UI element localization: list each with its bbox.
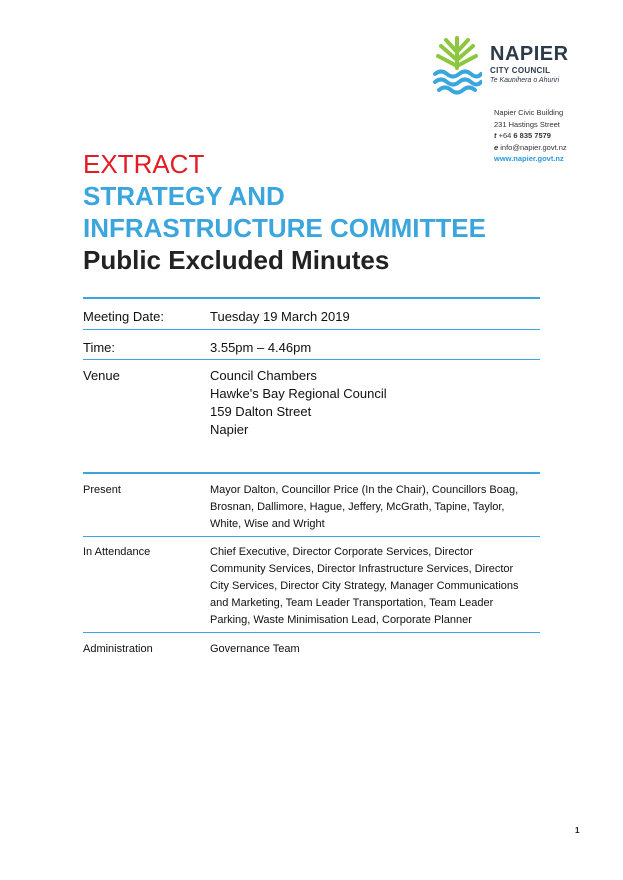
fern-water-logo-icon <box>432 34 482 96</box>
divider <box>83 329 540 330</box>
divider <box>83 359 540 360</box>
phone-number: 6 835 7579 <box>513 131 551 140</box>
present-value <box>210 482 540 533</box>
council-logo <box>432 34 592 98</box>
administration-value: Governance Team <box>210 643 300 655</box>
title-extract: EXTRACT <box>83 149 205 179</box>
in-attendance-line: Community Services, Director Infrastructure Services, Director <box>210 563 514 575</box>
contact-address <box>494 107 567 165</box>
divider <box>83 632 540 633</box>
brand-tagline: Te Kaunihera o Ahuriri <box>490 77 560 84</box>
title-committee-line1: STRATEGY AND <box>83 181 285 211</box>
document-title <box>83 148 486 276</box>
administration-label: Administration <box>83 643 153 655</box>
page-number: 1 <box>575 826 580 835</box>
phone-prefix: +64 <box>498 131 512 140</box>
in-attendance-value <box>210 544 540 629</box>
phone-label: t <box>494 131 497 140</box>
in-attendance-label: In Attendance <box>83 546 151 558</box>
logo-wordmark <box>490 44 569 86</box>
brand-name: NAPIER <box>490 43 569 65</box>
address-building: Napier Civic Building <box>494 108 564 117</box>
venue-line: Napier <box>210 422 249 437</box>
title-committee-line2: INFRASTRUCTURE COMMITTEE <box>83 213 486 243</box>
meeting-date-value: Tuesday 19 March 2019 <box>210 309 350 324</box>
venue-value <box>210 367 540 439</box>
venue-line: Hawke's Bay Regional Council <box>210 386 387 401</box>
address-street: 231 Hastings Street <box>494 119 560 129</box>
venue-line: Council Chambers <box>210 368 317 383</box>
brand-subtitle: CITY COUNCIL <box>490 66 551 75</box>
in-attendance-line: City Services, Director City Strategy, Manager Communications <box>210 580 519 592</box>
divider-top <box>83 297 540 299</box>
venue-label: Venue <box>83 368 120 383</box>
present-label: Present <box>83 484 121 496</box>
address-phone <box>494 130 567 142</box>
website-link[interactable]: www.napier.govt.nz <box>494 154 564 163</box>
venue-line: 159 Dalton Street <box>210 404 312 419</box>
title-minutes: Public Excluded Minutes <box>83 245 390 275</box>
in-attendance-line: Parking, Waste Minimisation Lead, Corporate Planner <box>210 614 472 626</box>
divider-attendance <box>83 472 540 474</box>
time-label: Time: <box>83 340 116 355</box>
email-label: e <box>494 142 499 152</box>
time-value: 3.55pm – 4.46pm <box>210 340 312 355</box>
present-line: Brosnan, Dallimore, Hague, Jeffery, McGrath, Tapine, Taylor, <box>210 501 505 513</box>
present-line: White, Wise and Wright <box>210 518 325 530</box>
address-email <box>494 142 567 154</box>
present-line: Mayor Dalton, Councillor Price (In the Chair), Councillors Boag, <box>210 484 519 496</box>
divider <box>83 536 540 537</box>
meeting-date-label: Meeting Date: <box>83 309 164 324</box>
in-attendance-line: Chief Executive, Director Corporate Services, Director <box>210 546 473 558</box>
in-attendance-line: and Marketing, Team Leader Transportation, Team Leader <box>210 597 494 609</box>
email-value[interactable]: info@napier.govt.nz <box>500 142 567 152</box>
